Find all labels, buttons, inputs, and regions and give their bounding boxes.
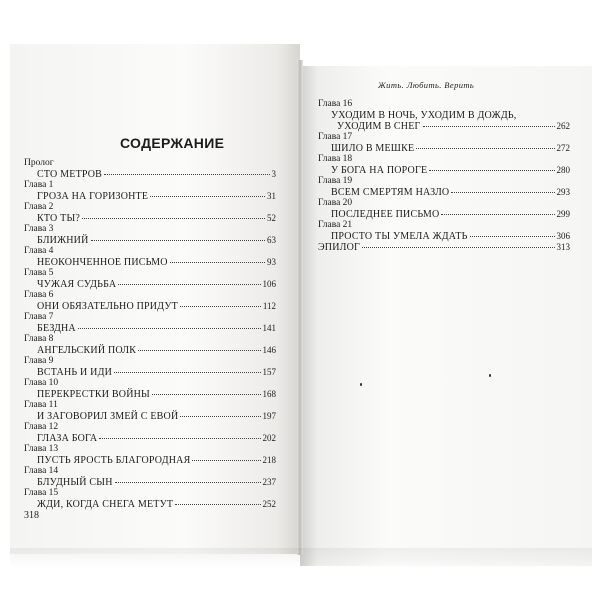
dot-leader [180,416,260,417]
chapter-label: Глава 17 [318,132,353,142]
toc-line [318,121,570,132]
toc-line [24,169,276,180]
chapter-label: Глава 19 [318,176,353,186]
toc-entry [24,334,276,356]
page-ref: 3 [271,169,276,179]
page-ref: 93 [267,257,276,267]
chapter-label: Глава 1 [24,180,54,190]
chapter-title: У БОГА НА ПОРОГЕ [331,165,428,176]
toc-entry [24,312,276,334]
dot-leader [441,214,554,215]
toc-entry [318,132,570,154]
page-ref: 272 [556,143,570,153]
toc-entry [24,202,276,224]
chapter-title: ПУСТЬ ЯРОСТЬ БЛАГОРОДНАЯ [37,455,191,466]
dot-leader [470,236,555,237]
running-head: Жить. Любить. Верить [378,80,475,90]
page-ref: 106 [262,279,276,289]
chapter-title: УХОДИМ В НОЧЬ, УХОДИМ В ДОЖДЬ, [331,110,517,121]
chapter-label: Глава 5 [24,268,54,278]
chapter-title: ГРОЗА НА ГОРИЗОНТЕ [37,191,149,202]
chapter-label: Глава 20 [318,198,353,208]
toc-entry [24,356,276,378]
dot-leader [429,170,554,171]
print-speck [360,383,362,386]
toc-line [24,345,276,356]
dot-leader [78,328,261,329]
chapter-label: Глава 13 [24,444,59,454]
toc-entry [24,246,276,268]
toc-entry [318,154,570,176]
chapter-label: Глава 12 [24,422,59,432]
toc-line [24,257,276,268]
chapter-title: ГЛАЗА БОГА [37,433,98,444]
toc-line [24,367,276,378]
toc-entry [24,268,276,290]
toc-entry [318,176,570,198]
page-ref: 306 [556,231,570,241]
page-ref: 52 [267,213,276,223]
chapter-title: ВСТАНЬ И ИДИ [37,367,113,378]
chapter-label: Глава 4 [24,246,54,256]
toc-heading: СОДЕРЖАНИЕ [120,135,225,151]
page-ref: 237 [262,477,276,487]
page-ref: 31 [267,191,276,201]
dot-leader [99,438,260,439]
chapter-title: ОНИ ОБЯЗАТЕЛЬНО ПРИДУТ [37,301,178,312]
toc-line [24,499,276,510]
toc-entry [24,444,276,466]
toc-line [24,411,276,422]
toc-entry [24,466,276,488]
dot-leader [114,372,260,373]
right-toc-list [318,99,570,253]
page-ref: 299 [556,209,570,219]
chapter-title: АНГЕЛЬСКИЙ ПОЛК [37,345,137,356]
chapter-label: Глава 11 [24,400,58,410]
chapter-title: ШИЛО В МЕШКЕ [331,143,415,154]
book-gutter [297,60,303,555]
dot-leader [104,174,269,175]
chapter-title: ПЕРЕКРЕСТКИ ВОЙНЫ [37,389,150,400]
toc-entry [24,378,276,400]
left-toc-list [24,158,276,510]
chapter-label: Глава 6 [24,290,54,300]
dot-leader [115,482,261,483]
dot-leader [150,196,265,197]
toc-line [24,389,276,400]
dot-leader [451,192,554,193]
chapter-label: Глава 21 [318,220,353,230]
toc-line [24,301,276,312]
chapter-label: Глава 14 [24,466,59,476]
page-ref: 157 [262,367,276,377]
page-ref: 293 [556,187,570,197]
chapter-title: ЭПИЛОГ [318,242,361,253]
toc-line [318,242,570,253]
dot-leader [170,262,265,263]
toc-line [24,323,276,334]
toc-entry [318,198,570,220]
dot-leader [152,394,261,395]
chapter-label: Глава 7 [24,312,54,322]
toc-line [318,110,570,121]
chapter-title: СТО МЕТРОВ [37,169,103,180]
page-ref: 262 [556,121,570,131]
dot-leader [175,504,260,505]
chapter-title: ЧУЖАЯ СУДЬБА [37,279,117,290]
chapter-title: НЕОКОНЧЕННОЕ ПИСЬМО [37,257,168,268]
dot-leader [138,350,260,351]
toc-entry [24,180,276,202]
page-ref: 146 [262,345,276,355]
toc-entry [24,290,276,312]
page-ref: 218 [262,455,276,465]
chapter-title: ПОСЛЕДНЕЕ ПИСЬМО [331,209,440,220]
toc-entry [318,242,570,253]
chapter-label: Глава 16 [318,99,353,109]
toc-entry [24,400,276,422]
toc-line [318,187,570,198]
page-ref: 197 [262,411,276,421]
chapter-title: И ЗАГОВОРИЛ ЗМЕЙ С ЕВОЙ [37,411,179,422]
toc-line [318,209,570,220]
chapter-label: Глава 9 [24,356,54,366]
toc-line [24,433,276,444]
chapter-label: Глава 2 [24,202,54,212]
toc-entry [24,158,276,180]
dot-leader [362,247,554,248]
chapter-label: Глава 8 [24,334,54,344]
page-ref: 141 [262,323,276,333]
chapter-label: Глава 15 [24,488,59,498]
toc-line [318,143,570,154]
page-ref: 202 [262,433,276,443]
page-ref: 63 [267,235,276,245]
dot-leader [416,148,554,149]
chapter-label: Глава 3 [24,224,54,234]
dot-leader [91,240,265,241]
toc-line [24,191,276,202]
chapter-title: БЛИЖНИЙ [37,235,89,246]
page-ref: 168 [262,389,276,399]
chapter-title: БЕЗДНА [37,323,76,334]
chapter-title: КТО ТЫ? [37,213,81,224]
dot-leader [82,218,265,219]
page-ref: 112 [262,301,276,311]
page-ref: 313 [556,242,570,252]
toc-entry [318,220,570,242]
print-speck [489,374,491,377]
chapter-title: БЛУДНЫЙ СЫН [37,477,113,488]
dot-leader [118,284,260,285]
chapter-label: Глава 18 [318,154,353,164]
chapter-title: ЖДИ, КОГДА СНЕГА МЕТУТ [37,499,174,510]
page-ref: 252 [262,499,276,509]
toc-line [24,213,276,224]
page-shadow [10,548,592,568]
chapter-title: ВСЕМ СМЕРТЯМ НАЗЛО [331,187,450,198]
toc-line [318,165,570,176]
toc-entry [24,422,276,444]
chapter-title: ПРОСТО ТЫ УМЕЛА ЖДАТЬ [331,231,468,242]
dot-leader [192,460,260,461]
toc-entry [318,99,570,132]
toc-line [24,235,276,246]
dot-leader [423,126,555,127]
chapter-title: УХОДИМ В СНЕГ [337,121,421,132]
chapter-label: Пролог [24,158,54,168]
dot-leader [180,306,261,307]
page-ref: 280 [556,165,570,175]
toc-line [318,231,570,242]
toc-entry [24,488,276,510]
toc-line [24,279,276,290]
toc-line [24,477,276,488]
toc-line [24,455,276,466]
chapter-label: Глава 10 [24,378,59,388]
page-number: 318 [24,510,39,521]
toc-entry [24,224,276,246]
